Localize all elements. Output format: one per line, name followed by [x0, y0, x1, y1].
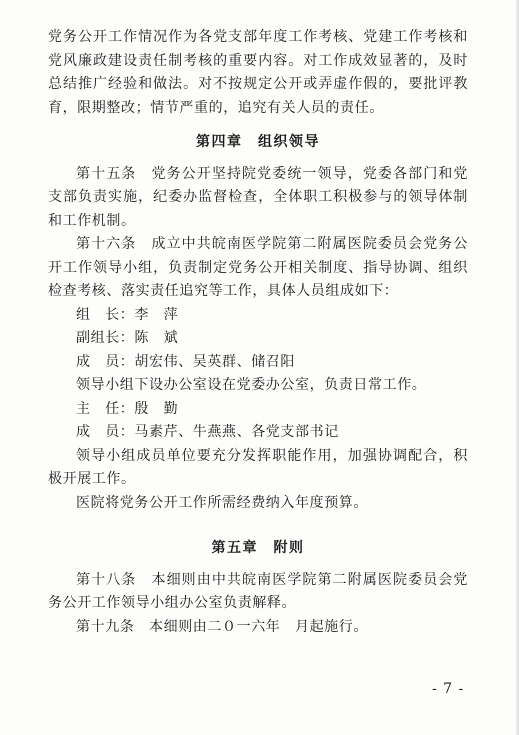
article-19: 第十九条 本细则由二０一六年 月起施行。: [76, 618, 368, 635]
group-members: 成 员：胡宏伟、吴英群、储召阳: [76, 353, 295, 370]
document-body: [48, 26, 468, 639]
group-leader: 组 长：李 萍: [76, 306, 179, 323]
funding-paragraph: 医院将党务公开工作所需经费纳入年度预算。: [76, 494, 368, 511]
page-edge-shadow: [515, 0, 519, 735]
article-16: 第十六条 成立中共皖南医学院第二附属医院委员会党务公开工作领导小组，负责制定党务公开相关制度、指导协调、组织检查考核、落实责任追究等工作，具体人员组成如下：: [48, 236, 468, 299]
chapter-4-heading: 第四章 组织领导: [196, 134, 320, 150]
chapter-5-heading: 第五章 附则: [211, 540, 305, 556]
page-number: - 7 -: [432, 681, 465, 697]
intro-paragraph: 党务公开工作情况作为各党支部年度工作考核、党建工作考核和党风廉政建设责任制考核的重要内容。对工作成效显著的，及时总结推广经验和做法。对不按规定公开或弄虚作假的，要批评教育，限期整改；情节严重的，追究有关人员的责任。: [48, 29, 468, 116]
article-15: 第十五条 党务公开坚持院党委统一领导，党委各部门和党支部负责实施，纪委办监督检查，全体职工积极参与的领导体制和工作机制。: [48, 165, 468, 229]
article-18: 第十八条 本细则由中共皖南医学院第二附属医院委员会党务公开工作领导小组办公室负责解释。: [48, 571, 468, 611]
office-note: 领导小组下设办公室设在党委办公室，负责日常工作。: [76, 377, 427, 393]
office-members: 成 员：马素芹、牛燕燕、各党支部书记: [76, 424, 339, 440]
coordination-paragraph: 领导小组成员单位要充分发挥职能作用，加强协调配合，积极开展工作。: [48, 447, 468, 487]
group-deputy-leader: 副组长：陈 斌: [76, 330, 179, 346]
office-director: 主 任：殷 勤: [76, 400, 179, 417]
